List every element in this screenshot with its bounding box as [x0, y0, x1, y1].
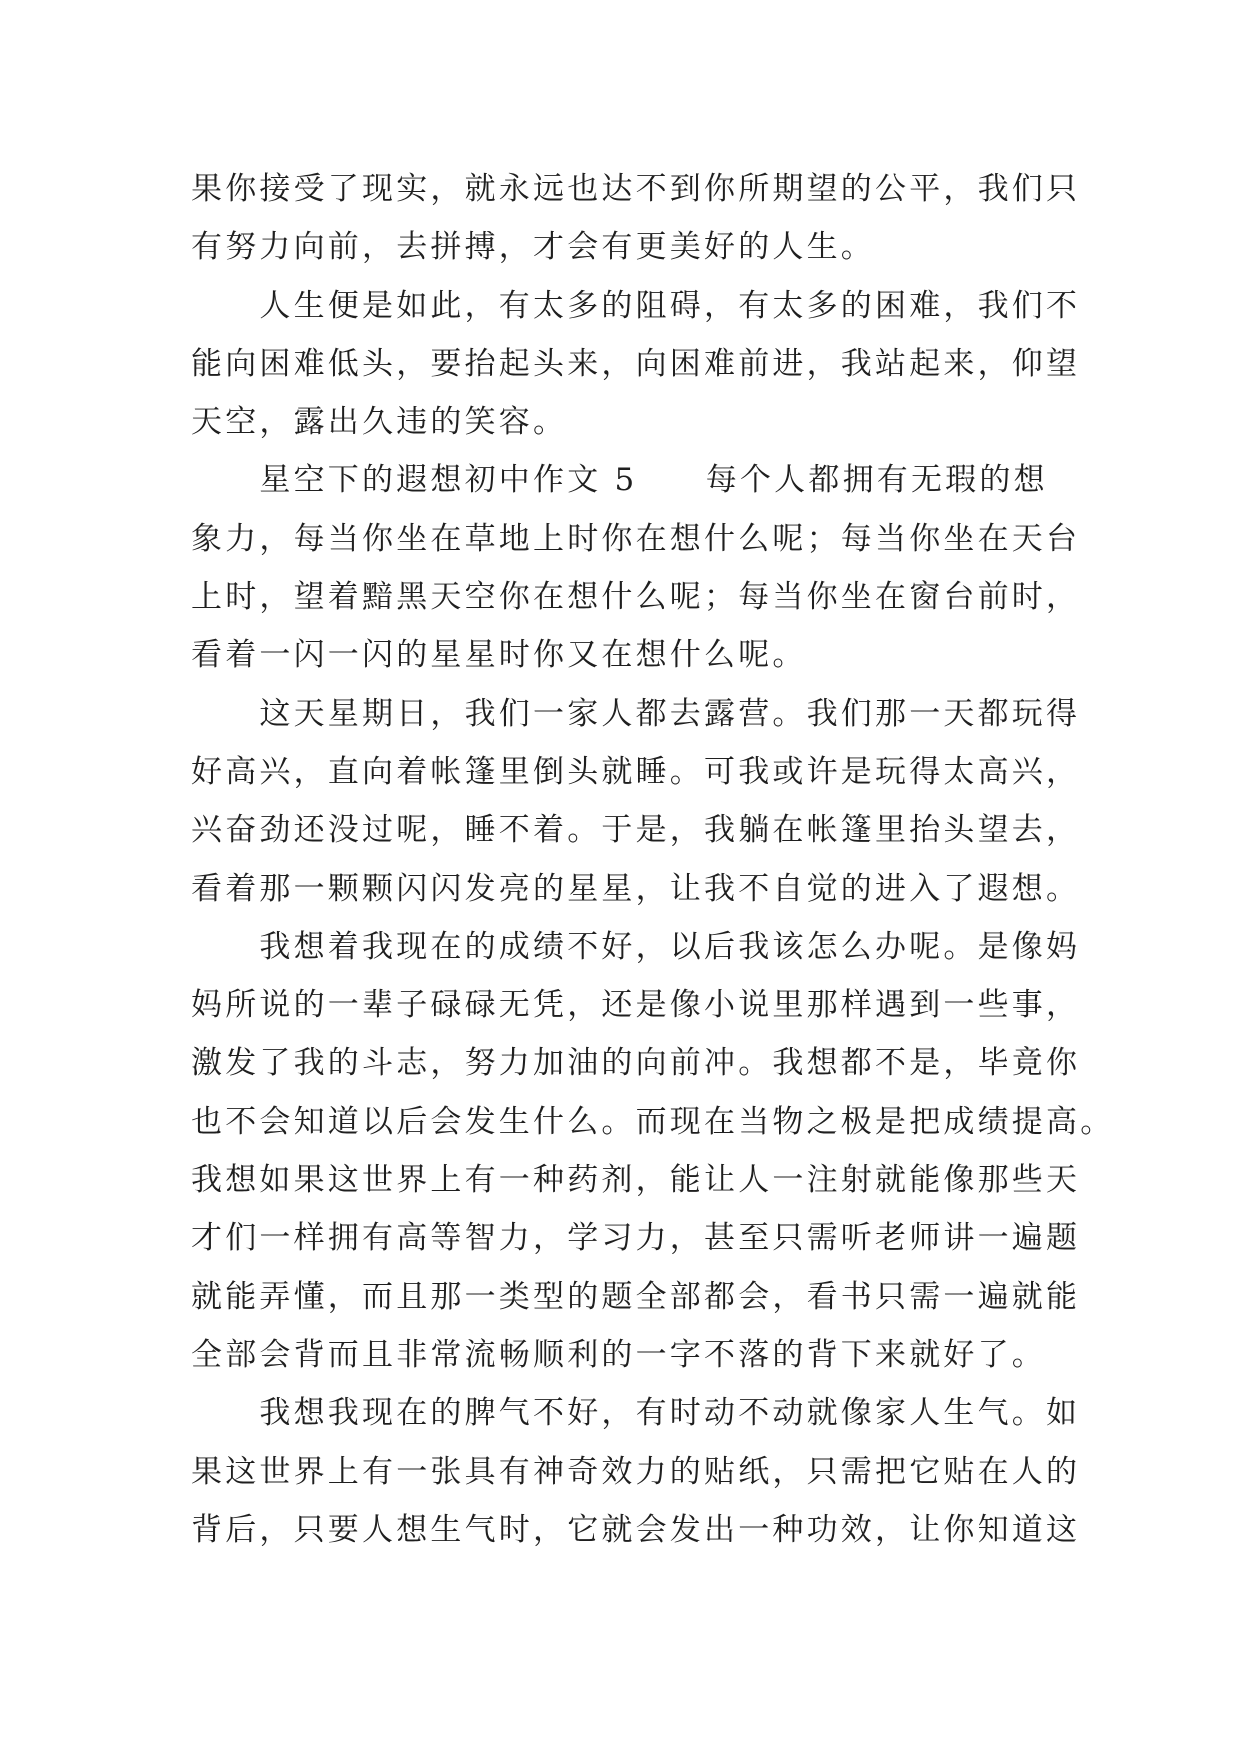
essay-text	[191, 160, 1115, 1559]
text-line: 也不会知道以后会发生什么。而现在当物之极是把成绩提高。	[191, 1103, 1115, 1140]
text-line: 我想我现在的脾气不好，有时动不动就像家人生气。如	[191, 1395, 1081, 1432]
text-line: 能向困难低头，要抬起头来，向困难前进，我站起来，仰望	[191, 345, 1081, 382]
text-line: 星空下的遐想初中作文 5 每个人都拥有无瑕的想	[191, 462, 1048, 499]
text-line: 激发了我的斗志，努力加油的向前冲。我想都不是，毕竟你	[191, 1045, 1081, 1082]
text-line: 背后，只要人想生气时，它就会发出一种功效，让你知道这	[191, 1511, 1081, 1548]
text-line: 我想如果这世界上有一种药剂，能让人一注射就能像那些天	[191, 1162, 1081, 1199]
text-line: 有努力向前，去拼搏，才会有更美好的人生。	[191, 229, 875, 266]
text-line: 全部会背而且非常流畅顺利的一字不落的背下来就好了。	[191, 1336, 1046, 1373]
text-line: 上时，望着黯黑天空你在想什么呢；每当你坐在窗台前时，	[191, 579, 1081, 616]
text-line: 才们一样拥有高等智力，学习力，甚至只需听老师讲一遍题	[191, 1220, 1081, 1257]
text-line: 这天星期日，我们一家人都去露营。我们那一天都玩得	[191, 695, 1081, 732]
text-line: 好高兴，直向着帐篷里倒头就睡。可我或许是玩得太高兴，	[191, 753, 1081, 790]
text-line: 果这世界上有一张具有神奇效力的贴纸，只需把它贴在人的	[191, 1453, 1081, 1490]
text-line: 看着那一颗颗闪闪发亮的星星，让我不自觉的进入了遐想。	[191, 870, 1081, 907]
text-line: 就能弄懂，而且那一类型的题全部都会，看书只需一遍就能	[191, 1278, 1081, 1315]
text-line: 象力，每当你坐在草地上时你在想什么呢；每当你坐在天台	[191, 520, 1081, 557]
text-line: 看着一闪一闪的星星时你又在想什么呢。	[191, 637, 807, 674]
text-line: 兴奋劲还没过呢，睡不着。于是，我躺在帐篷里抬头望去，	[191, 812, 1081, 849]
text-line: 天空，露出久违的笑容。	[191, 404, 568, 441]
text-line: 人生便是如此，有太多的阻碍，有太多的困难，我们不	[191, 287, 1081, 324]
text-line: 妈所说的一辈子碌碌无凭，还是像小说里那样遇到一些事，	[191, 987, 1081, 1024]
text-line: 果你接受了现实，就永远也达不到你所期望的公平，我们只	[191, 171, 1081, 207]
text-line: 我想着我现在的成绩不好，以后我该怎么办呢。是像妈	[191, 928, 1081, 965]
